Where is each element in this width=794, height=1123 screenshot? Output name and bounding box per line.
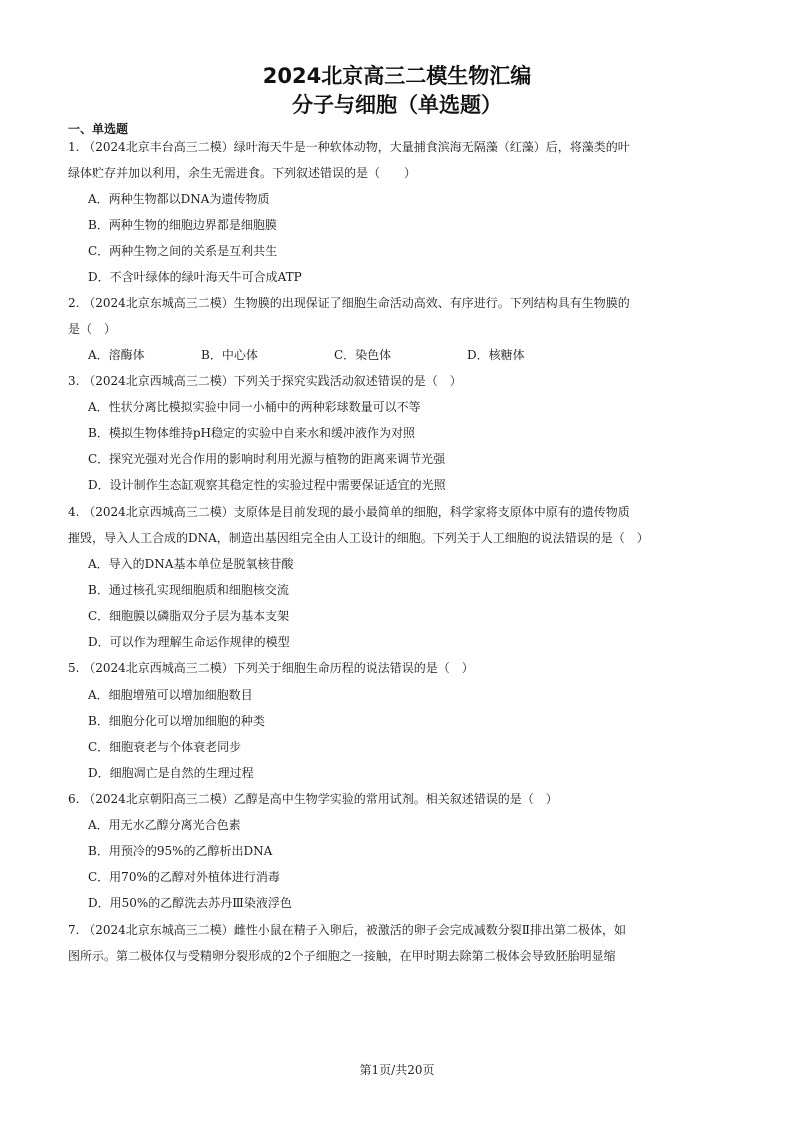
option-c: C．细胞衰老与个体衰老同步	[88, 740, 242, 754]
section-heading: 一、单选题	[68, 122, 129, 136]
option-b: B．两种生物的细胞边界都是细胞膜	[88, 218, 277, 232]
option-b: B．中心体	[201, 348, 258, 362]
question-stem: 2. （2024北京东城高三二模）生物膜的出现保证了细胞生命活动高效、有序进行。下列结构具有生物膜的	[68, 296, 630, 310]
option-b: B．细胞分化可以增加细胞的种类	[88, 714, 265, 728]
question-stem: 6. （2024北京朝阳高三二模）乙醇是高中生物学实验的常用试剂。相关叙述错误的是（ ）	[68, 792, 558, 806]
question-stem: 是（ ）	[68, 322, 117, 336]
option-c: C．染色体	[334, 348, 392, 362]
document-title: 2024北京高三二模生物汇编	[262, 64, 532, 88]
document-subtitle: 分子与细胞（单选题）	[292, 93, 502, 117]
option-a: A．溶酶体	[88, 348, 145, 362]
option-c: C．探究光强对光合作用的影响时利用光源与植物的距离来调节光强	[88, 452, 446, 466]
option-d: D．设计制作生态缸观察其稳定性的实验过程中需要保证适宜的光照	[88, 478, 446, 492]
option-d: D．用50%的乙醇洗去苏丹Ⅲ染液浮色	[88, 896, 292, 910]
option-b: B．模拟生物体维持pH稳定的实验中自来水和缓冲液作为对照	[88, 426, 415, 440]
question-stem: 摧毁，导入人工合成的DNA，制造出基因组完全由人工设计的细胞。下列关于人工细胞的说法错误的是（ ）	[68, 531, 649, 545]
option-a: A．两种生物都以DNA为遗传物质	[88, 192, 270, 206]
question-stem: 图所示。第二极体仅与受精卵分裂形成的2个子细胞之一接触，在甲时期去除第二极体会导致胚胎明显缩	[68, 949, 616, 963]
option-c: C．细胞膜以磷脂双分子层为基本支架	[88, 609, 290, 623]
question-stem: 1. （2024北京丰台高三二模）绿叶海天牛是一种软体动物，大量捕食滨海无隔藻（红藻）后，将藻类的叶	[68, 140, 630, 154]
question-stem: 4. （2024北京西城高三二模）支原体是目前发现的最小最简单的细胞，科学家将支原体中原有的遗传物质	[68, 505, 630, 519]
option-c: C．两种生物之间的关系是互利共生	[88, 244, 278, 258]
question-stem: 5. （2024北京西城高三二模）下列关于细胞生命历程的说法错误的是（ ）	[68, 661, 474, 675]
option-a: A．导入的DNA基本单位是脱氧核苷酸	[88, 557, 294, 571]
option-c: C．用70%的乙醇对外植体进行消毒	[88, 870, 280, 884]
option-a: A．性状分离比模拟实验中同一小桶中的两种彩球数量可以不等	[88, 400, 421, 414]
option-d: D．核糖体	[467, 348, 525, 362]
options-row	[88, 346, 728, 364]
page-number: 第1页/共20页	[359, 1063, 435, 1077]
option-d: D．可以作为理解生命运作规律的模型	[88, 635, 290, 649]
option-d: D．细胞凋亡是自然的生理过程	[88, 766, 254, 780]
option-a: A．细胞增殖可以增加细胞数目	[88, 688, 253, 702]
option-b: B．通过核孔实现细胞质和细胞核交流	[88, 583, 289, 597]
option-a: A．用无水乙醇分离光合色素	[88, 818, 241, 832]
question-stem: 3. （2024北京西城高三二模）下列关于探究实践活动叙述错误的是（ ）	[68, 374, 462, 388]
option-b: B．用预冷的95%的乙醇析出DNA	[88, 844, 273, 858]
question-stem: 7. （2024北京东城高三二模）雌性小鼠在精子入卵后，被激活的卵子会完成减数分裂Ⅱ排出第二极体，如	[68, 923, 626, 937]
question-stem: 绿体贮存并加以利用，余生无需进食。下列叙述错误的是（ ）	[68, 166, 417, 180]
option-d: D．不含叶绿体的绿叶海天牛可合成ATP	[88, 270, 302, 284]
